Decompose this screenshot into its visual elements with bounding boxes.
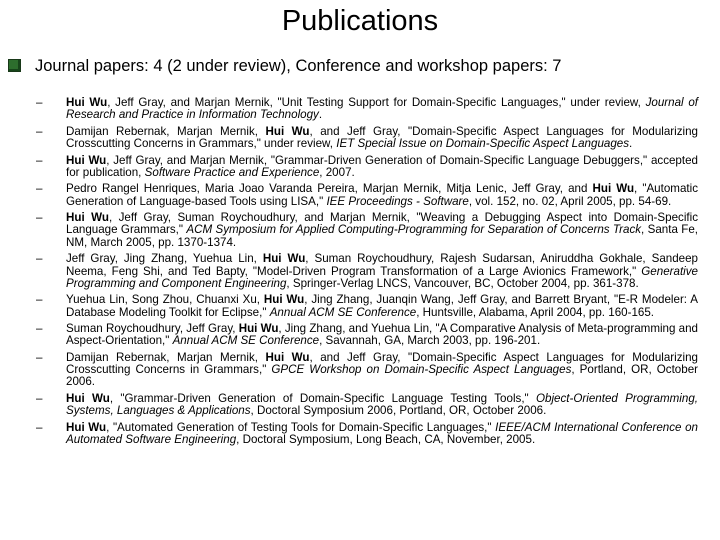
publication-citation-text: , "Automated Generation of Testing Tools for Domain-Specific Languages," (106, 420, 496, 434)
publication-details: , vol. 152, no. 02, April 2005, pp. 54-69. (468, 194, 672, 208)
publication-details: , Savannah, GA, March 2003, pp. 196-201. (319, 334, 541, 348)
list-dash: – (36, 182, 43, 196)
publication-venue: Journal of Research and Practice in Information Technology (66, 96, 698, 122)
publication-venue: GPCE Workshop on Domain-Specific Aspect Languages (271, 363, 572, 377)
publication-item (36, 323, 698, 348)
list-dash: – (36, 124, 43, 138)
highlighted-author: Hui Wu (238, 322, 279, 336)
publication-citation-text: , Jeff Gray, and Marjan Mernik, "Unit Testing Support for Domain-Specific Languages," under review, (107, 96, 646, 109)
highlighted-author: Hui Wu (265, 350, 310, 364)
publication-venue: ACM Symposium for Applied Computing-Programming for Separation of Concerns Track (186, 223, 642, 237)
publication-citation-text: , Jing Zhang, Juanqin Wang, Jeff Gray, and Barrett Bryant, "E-R Modeler: A Database Modeling Toolkit for Eclipse," (66, 293, 698, 319)
list-dash: – (36, 420, 43, 434)
publication-authors-before: Damijan Rebernak, Marjan Mernik, (66, 350, 266, 364)
highlighted-author: Hui Wu (263, 293, 305, 307)
publication-item (36, 183, 698, 208)
publication-citation-text: , Jeff Gray, Suman Roychoudhury, and Marjan Mernik, "Weaving a Debugging Aspect into Domain-Specific Language Grammars," (66, 211, 698, 237)
square-bullet-icon (8, 59, 21, 72)
publication-venue: Annual ACM SE Conference (172, 334, 320, 348)
highlighted-author: Hui Wu (262, 252, 306, 266)
publication-item (36, 212, 698, 249)
publication-venue: Annual ACM SE Conference (269, 305, 417, 319)
list-dash: – (36, 252, 43, 266)
publication-item (36, 126, 698, 151)
list-dash: – (36, 391, 43, 405)
publication-details: , 2007. (319, 165, 355, 179)
publication-item (36, 294, 698, 319)
publication-details: , Springer-Verlag LNCS, Vancouver, BC, October 2004, pp. 361-378. (286, 276, 639, 290)
publication-item (36, 155, 698, 180)
publication-item (36, 352, 698, 389)
publication-authors-before: Pedro Rangel Henriques, Maria Joao Varanda Pereira, Marjan Mernik, Mitja Lenic, Jeff Gray, and (66, 182, 593, 196)
publication-citation-text: , "Automatic Generation of Language-based Tools using LISA," (66, 182, 698, 208)
list-dash: – (36, 322, 43, 336)
list-dash: – (36, 96, 43, 109)
publication-details: , Huntsville, Alabama, April 2004, pp. 160-165. (416, 305, 655, 319)
publication-venue: IEE Proceedings - Software (326, 194, 469, 208)
publication-item (36, 253, 698, 290)
publication-authors-before: Yuehua Lin, Song Zhou, Chuanxi Xu, (66, 293, 264, 307)
publication-citation-text: , "Grammar-Driven Generation of Domain-Specific Language Testing Tools," (109, 391, 536, 405)
publication-citation-text: , and Jeff Gray, "Domain-Specific Aspect Languages for Modularizing Crosscutting Concerns in Grammars," (66, 350, 698, 377)
section-heading-text: Journal papers: 4 (2 under review), Conference and workshop papers: 7 (35, 57, 562, 75)
publication-item (36, 422, 698, 447)
publication-citation-text: , and Jeff Gray, "Domain-Specific Aspect Languages for Modularizing Crosscutting Concerns in Grammars," under review, (66, 124, 698, 151)
highlighted-author: Hui Wu (66, 211, 109, 225)
highlighted-author: Hui Wu (66, 420, 107, 434)
publication-item (36, 393, 698, 418)
publication-citation-text: , Jeff Gray, and Marjan Mernik, "Grammar-Driven Generation of Domain-Specific Language Debuggers," accepted for publication, (66, 153, 698, 179)
highlighted-author: Hui Wu (265, 124, 310, 138)
publication-details: . (318, 108, 323, 122)
list-dash: – (36, 211, 43, 225)
section-heading (8, 56, 712, 76)
publication-citation-text: , Suman Roychoudhury, Rajesh Sudarsan, Aniruddha Gokhale, Sandeep Neema, Feng Shi, and Ted Bapty, "Model-Driven Program Transformation of a Large Avionics Framework," (66, 252, 699, 278)
publication-details: , Doctoral Symposium 2006, Portland, OR, October 2006. (250, 404, 547, 418)
publication-details: , Doctoral Symposium, Long Beach, CA, November, 2005. (236, 433, 536, 446)
publication-citation-text: , Jing Zhang, and Yuehua Lin, "A Comparative Analysis of Meta-programming and Aspect-Orientation," (66, 322, 699, 348)
publication-venue: IEEE/ACM International Conference on Automated Software Engineering (66, 420, 698, 446)
publication-venue: IET Special Issue on Domain-Specific Aspect Languages (336, 137, 630, 151)
publication-venue: Object-Oriented Programming, Systems, Languages & Applications (66, 391, 698, 418)
list-dash: – (36, 350, 43, 364)
list-dash: – (36, 293, 43, 307)
list-dash: – (36, 153, 43, 167)
publication-details: , Santa Fe, NM, March 2005, pp. 1370-1374. (66, 223, 698, 249)
publication-list (36, 97, 698, 450)
highlighted-author: Hui Wu (592, 182, 635, 196)
publication-authors-before: Suman Roychoudhury, Jeff Gray, (66, 322, 239, 336)
slide-title: Publications (281, 5, 439, 37)
publication-details: . (629, 137, 633, 151)
publication-venue: Generative Programming and Component Engineering (66, 264, 698, 290)
highlighted-author: Hui Wu (66, 153, 107, 167)
publication-authors-before: Damijan Rebernak, Marjan Mernik, (66, 124, 266, 138)
publication-item (36, 97, 698, 122)
highlighted-author: Hui Wu (66, 96, 108, 109)
publication-venue: Software Practice and Experience (144, 165, 320, 179)
highlighted-author: Hui Wu (66, 391, 110, 405)
publication-authors-before: Jeff Gray, Jing Zhang, Yuehua Lin, (66, 252, 263, 266)
publication-details: , Portland, OR, October 2006. (66, 363, 699, 389)
